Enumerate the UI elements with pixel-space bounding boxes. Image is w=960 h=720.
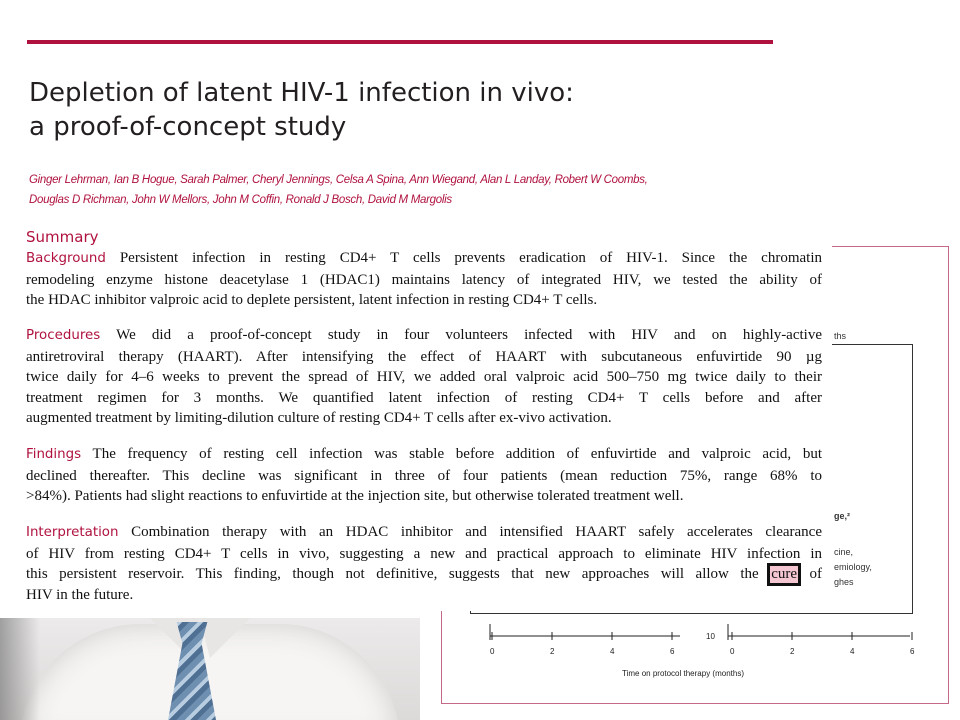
snippet-ge: ge,² (834, 511, 851, 521)
procedures-line-3: twice daily for 4–6 weeks to prevent the spread of HIV, we added oral valproic acid 500–750 mg twice daily to their (26, 369, 822, 385)
snippet-emiology: emiology, (834, 562, 872, 572)
snippet-cine: cine, (834, 547, 854, 557)
procedures-label: Procedures (26, 328, 101, 343)
collar-right (200, 618, 250, 658)
findings-paragraph (26, 444, 822, 507)
article-title (29, 76, 749, 144)
person-photo (0, 618, 420, 720)
interpretation-line-2: of HIV from resting CD4+ T cells in vivo, suggesting a new and practical approach to eliminate HIV infection in (26, 545, 822, 562)
procedures-line-5: augmented treatment by limiting-dilution culture of resting CD4+ T cells after ex-vivo activation. (26, 410, 612, 426)
interpretation-line-1: Combination therapy with an HDAC inhibitor and intensified HAART safely accelerates clearance (118, 524, 822, 540)
snippet-ths: ths (834, 331, 847, 341)
procedures-line-2: antiretroviral therapy (HAART). After intensifying the effect of HAART with subcutaneous enfuvirtide 90 µg (26, 348, 822, 365)
findings-line-3: >84%). Patients had slight reactions to enfuvirtide at the injection site, but otherwise tolerated treatment well. (26, 488, 684, 504)
background-line-3: the HDAC inhibitor valproic acid to deplete persistent, latent infection in resting CD4+ T cells. (26, 292, 598, 308)
procedures-paragraph (26, 325, 822, 429)
highlighted-word-cure[interactable]: cure (771, 566, 797, 582)
background-label: Background (26, 251, 106, 266)
left-axis-tick-label: 2 (550, 647, 555, 656)
title-line-1: Depletion of latent HIV-1 infection in vivo: (29, 78, 574, 108)
right-axis-tick-label: 0 (730, 647, 735, 656)
background-axes (470, 610, 930, 685)
background-paragraph (26, 248, 822, 311)
right-axis-tick-label: 6 (910, 647, 915, 656)
interpretation-line-4: HIV in the future. (26, 586, 134, 603)
background-line-2: remodeling enzyme histone deacetylase 1 (HDAC1) maintains latency of integrated HIV, we tested the ability of (26, 271, 822, 288)
background-line-1: Persistent infection in resting CD4+ T cells prevents eradication of HIV-1. Since the chromatin (105, 250, 822, 266)
interpretation-line-3-start: this persistent reservoir. This finding, though not definitive, suggests that new approaches will allow the (26, 566, 771, 582)
procedures-line-4: treatment regimen for 3 months. We quantified latent infection of resting CD4+ T cells before and after (26, 389, 822, 406)
left-axis-tick-label: 0 (490, 647, 495, 656)
y-tick-10: 10 (706, 632, 715, 641)
interpretation-label: Interpretation (26, 525, 119, 540)
left-axis-tick-label: 6 (670, 647, 675, 656)
findings-label: Findings (26, 447, 82, 462)
author-list (29, 170, 789, 210)
photo-shadow (0, 618, 40, 720)
summary-card (18, 226, 832, 611)
authors-line-1: Ginger Lehrman, Ian B Hogue, Sarah Palmer, Cheryl Jennings, Celsa A Spina, Ann Wiegand, Alan L Landay, Robert W Coombs, (29, 174, 648, 186)
findings-line-1: The frequency of resting cell infection was stable before addition of enfuvirtide and valproic acid, but (81, 446, 822, 462)
procedures-line-1: We did a proof-of-concept study in four volunteers infected with HIV and on highly-active (100, 327, 822, 343)
right-axis-tick-label: 2 (790, 647, 795, 656)
authors-line-2: Douglas D Richman, John W Mellors, John M Coffin, Ronald J Bosch, David M Margolis (29, 194, 452, 206)
left-axis-tick-label: 4 (610, 647, 615, 656)
axis-title: Time on protocol therapy (months) (622, 669, 744, 678)
title-line-2: a proof-of-concept study (29, 112, 347, 142)
interpretation-paragraph (26, 522, 822, 605)
right-axis-tick-label: 4 (850, 647, 855, 656)
summary-heading: Summary (26, 228, 99, 246)
top-rule (27, 40, 773, 44)
interpretation-line-3-end: of (798, 566, 822, 582)
findings-line-2: declined thereafter. This decline was significant in three of four patients (mean reduction 75%, range 68% to (26, 467, 822, 484)
snippet-ghes: ghes (834, 577, 854, 587)
